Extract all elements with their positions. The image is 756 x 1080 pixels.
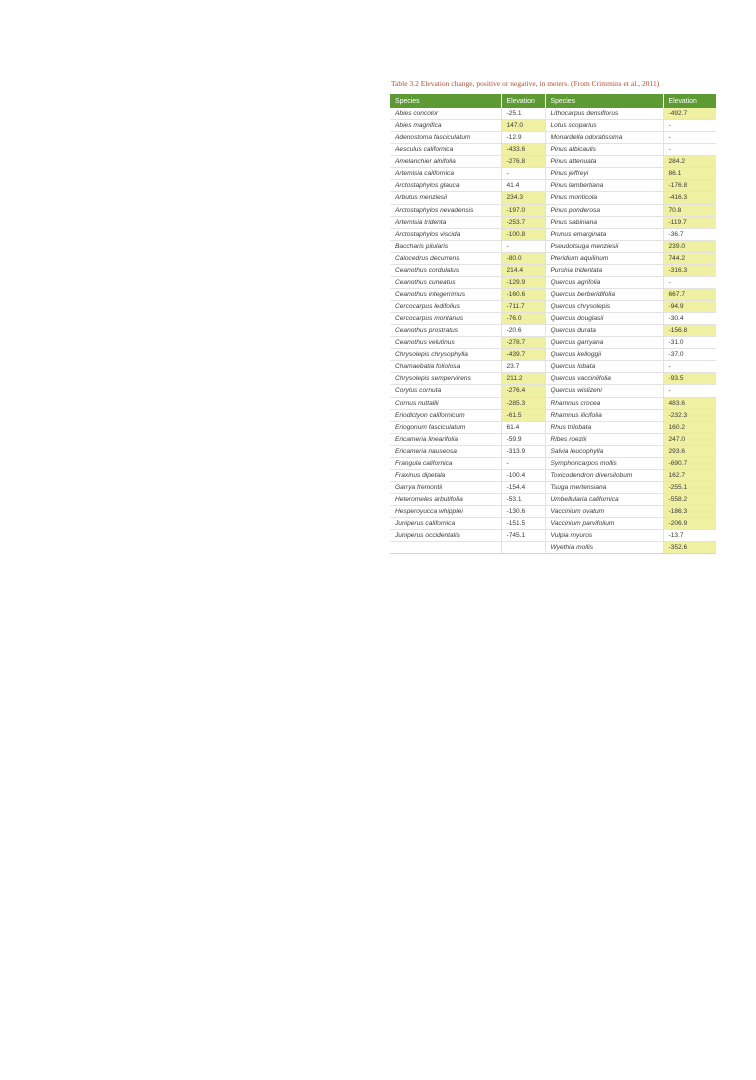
table-row [390, 325, 716, 337]
species-cell: Abies magnifica [390, 120, 501, 132]
table-row [390, 252, 716, 264]
species-cell: Rhus trilobata [545, 421, 663, 433]
species-cell: Juniperus occidentalis [390, 530, 501, 542]
species-cell: Toxicodendron diversilobum [545, 469, 663, 481]
species-cell: Pseudotsuga menziesii [545, 240, 663, 252]
table-row [390, 542, 716, 554]
table-row [390, 216, 716, 228]
species-cell: Eriodictyon californicum [390, 409, 501, 421]
elevation-cell: -151.5 [501, 518, 545, 530]
species-cell: Amelanchier alnifolia [390, 156, 501, 168]
elevation-cell: 239.0 [663, 240, 716, 252]
species-cell: Juniperus californica [390, 518, 501, 530]
species-cell: Arctostaphylos nevadensis [390, 204, 501, 216]
table-row [390, 481, 716, 493]
table-row [390, 240, 716, 252]
species-cell: Artemisia tridenta [390, 216, 501, 228]
elevation-cell: -80.0 [501, 252, 545, 264]
species-cell: Chamaebatia foliolosa [390, 361, 501, 373]
species-cell: Salvia leucophylla [545, 445, 663, 457]
table-row [390, 108, 716, 120]
species-cell: Quercus kelloggii [545, 349, 663, 361]
elevation-cell: -160.6 [501, 288, 545, 300]
elevation-cell: -36.7 [663, 228, 716, 240]
species-cell: Ericameria nauseosa [390, 445, 501, 457]
species-cell: Quercus chrysolepis [545, 301, 663, 313]
elevation-cell: -690.7 [663, 457, 716, 469]
species-cell: Prunus emarginata [545, 228, 663, 240]
elevation-cell: -253.7 [501, 216, 545, 228]
table-header-row [390, 94, 716, 108]
elevation-cell: -416.3 [663, 192, 716, 204]
species-cell: Calocedrus decurrens [390, 252, 501, 264]
species-cell: Fraxinus dipetala [390, 469, 501, 481]
elevation-cell: - [663, 120, 716, 132]
species-cell: Ceanothus cuneatus [390, 276, 501, 288]
elevation-cell: 70.8 [663, 204, 716, 216]
table-row [390, 120, 716, 132]
species-cell: Vulpia myuros [545, 530, 663, 542]
elevation-cell: -31.0 [663, 337, 716, 349]
header-elevation-2: Elevation [663, 94, 716, 108]
elevation-cell: -276.8 [501, 156, 545, 168]
species-cell: Pinus monticola [545, 192, 663, 204]
species-cell: Pinus albicaulis [545, 144, 663, 156]
table-row [390, 204, 716, 216]
elevation-cell: -206.9 [663, 518, 716, 530]
table-row [390, 457, 716, 469]
table-row [390, 276, 716, 288]
elevation-cell: -439.7 [501, 349, 545, 361]
table-row [390, 180, 716, 192]
table-body [390, 108, 716, 554]
elevation-cell: 744.2 [663, 252, 716, 264]
species-cell: Abies concolor [390, 108, 501, 120]
table-row [390, 264, 716, 276]
species-cell: Lotus scoparius [545, 120, 663, 132]
elevation-cell: - [663, 361, 716, 373]
elevation-cell: 247.0 [663, 433, 716, 445]
header-species-2: Species [545, 94, 663, 108]
species-cell: Frangula californica [390, 457, 501, 469]
species-cell: Symphoricarpos mollis [545, 457, 663, 469]
species-cell: Arctostaphylos viscida [390, 228, 501, 240]
elevation-cell: 86.1 [663, 168, 716, 180]
species-cell: Artemisia californica [390, 168, 501, 180]
elevation-cell: -492.7 [663, 108, 716, 120]
species-cell: Arctostaphylos glauca [390, 180, 501, 192]
species-cell [390, 542, 501, 554]
species-cell: Cercocarpus ledifolius [390, 301, 501, 313]
table-row [390, 494, 716, 506]
table-row [390, 168, 716, 180]
elevation-cell: -433.6 [501, 144, 545, 156]
elevation-cell: - [663, 385, 716, 397]
table-row [390, 156, 716, 168]
species-cell: Pinus sabiniana [545, 216, 663, 228]
table-row [390, 385, 716, 397]
elevation-cell [501, 542, 545, 554]
elevation-cell: - [501, 457, 545, 469]
species-cell: Pinus attenuata [545, 156, 663, 168]
elevation-cell: 211.2 [501, 373, 545, 385]
species-cell: Wyethia mollis [545, 542, 663, 554]
elevation-cell: 667.7 [663, 288, 716, 300]
species-cell: Heteromeles arbutifolia [390, 494, 501, 506]
elevation-cell: -176.8 [663, 180, 716, 192]
table-row [390, 361, 716, 373]
species-cell: Hesperoyucca whipplei [390, 506, 501, 518]
elevation-cell: -12.9 [501, 132, 545, 144]
elevation-cell: -37.0 [663, 349, 716, 361]
elevation-cell: -232.3 [663, 409, 716, 421]
table-row [390, 530, 716, 542]
table-row [390, 421, 716, 433]
elevation-cell: -316.3 [663, 264, 716, 276]
species-cell: Cornus nuttallii [390, 397, 501, 409]
species-cell: Ericameria linearifolia [390, 433, 501, 445]
species-cell: Ceanothus prostratus [390, 325, 501, 337]
table-row [390, 337, 716, 349]
table-row [390, 301, 716, 313]
species-cell: Arbutus menziesii [390, 192, 501, 204]
table-row [390, 409, 716, 421]
species-cell: Quercus wislizeni [545, 385, 663, 397]
elevation-cell: -59.9 [501, 433, 545, 445]
elevation-cell: 147.0 [501, 120, 545, 132]
table-row [390, 132, 716, 144]
elevation-table [390, 94, 716, 554]
species-cell: Quercus garryana [545, 337, 663, 349]
elevation-cell: -154.4 [501, 481, 545, 493]
species-cell: Garrya fremontii [390, 481, 501, 493]
header-species-1: Species [390, 94, 501, 108]
elevation-cell: -711.7 [501, 301, 545, 313]
species-cell: Pinus jeffreyi [545, 168, 663, 180]
elevation-cell: -100.4 [501, 469, 545, 481]
header-elevation-1: Elevation [501, 94, 545, 108]
species-cell: Baccharis pilularis [390, 240, 501, 252]
species-cell: Adenostoma fasciculatum [390, 132, 501, 144]
elevation-cell: 214.4 [501, 264, 545, 276]
species-cell: Aesculus californica [390, 144, 501, 156]
elevation-cell: 160.2 [663, 421, 716, 433]
elevation-cell: 284.2 [663, 156, 716, 168]
elevation-cell: - [663, 144, 716, 156]
species-cell: Ceanothus velutinus [390, 337, 501, 349]
elevation-cell: -313.9 [501, 445, 545, 457]
elevation-cell: -285.3 [501, 397, 545, 409]
elevation-cell: 483.6 [663, 397, 716, 409]
table-row [390, 192, 716, 204]
table-row [390, 506, 716, 518]
elevation-cell: -25.1 [501, 108, 545, 120]
elevation-cell: - [501, 240, 545, 252]
species-cell: Quercus douglasii [545, 313, 663, 325]
species-cell: Ceanothus cordulatus [390, 264, 501, 276]
species-cell: Rhamnus ilicifolia [545, 409, 663, 421]
species-cell: Pinus ponderosa [545, 204, 663, 216]
elevation-cell: -276.4 [501, 385, 545, 397]
elevation-cell: -278.7 [501, 337, 545, 349]
elevation-cell: - [501, 168, 545, 180]
table-row [390, 518, 716, 530]
table-row [390, 144, 716, 156]
elevation-cell: -156.8 [663, 325, 716, 337]
table-row [390, 469, 716, 481]
elevation-cell: -20.6 [501, 325, 545, 337]
species-cell: Pteridium aquilinum [545, 252, 663, 264]
elevation-cell: 234.3 [501, 192, 545, 204]
elevation-cell: -352.6 [663, 542, 716, 554]
species-cell: Quercus berberidifolia [545, 288, 663, 300]
elevation-cell: 61.4 [501, 421, 545, 433]
species-cell: Quercus vacciniifolia [545, 373, 663, 385]
species-cell: Pinus lambertiana [545, 180, 663, 192]
table-row [390, 373, 716, 385]
table-row [390, 288, 716, 300]
species-cell: Ceanothus integerrimus [390, 288, 501, 300]
elevation-cell: 162.7 [663, 469, 716, 481]
elevation-cell: -255.1 [663, 481, 716, 493]
elevation-cell: 41.4 [501, 180, 545, 192]
elevation-cell: -94.9 [663, 301, 716, 313]
species-cell: Eriogonum fasciculatum [390, 421, 501, 433]
elevation-cell: -53.1 [501, 494, 545, 506]
table-row [390, 445, 716, 457]
elevation-cell: - [663, 132, 716, 144]
species-cell: Cercocarpus montanus [390, 313, 501, 325]
elevation-cell: -130.6 [501, 506, 545, 518]
species-cell: Purshia tridentata [545, 264, 663, 276]
species-cell: Quercus durata [545, 325, 663, 337]
species-cell: Tsuga mertensiana [545, 481, 663, 493]
elevation-cell: -100.8 [501, 228, 545, 240]
elevation-cell: 293.6 [663, 445, 716, 457]
species-cell: Rhamnus crocea [545, 397, 663, 409]
species-cell: Umbellularia californica [545, 494, 663, 506]
elevation-cell: -30.4 [663, 313, 716, 325]
species-cell: Vaccinium ovatum [545, 506, 663, 518]
elevation-cell: -13.7 [663, 530, 716, 542]
table-row [390, 349, 716, 361]
species-cell: Quercus agrifolia [545, 276, 663, 288]
species-cell: Chrysolepis sempervirens [390, 373, 501, 385]
elevation-cell: -129.9 [501, 276, 545, 288]
species-cell: Lithocarpus densiflorus [545, 108, 663, 120]
species-cell: Quercus lobata [545, 361, 663, 373]
species-cell: Vaccinium parvifolium [545, 518, 663, 530]
elevation-cell: 23.7 [501, 361, 545, 373]
elevation-cell: -61.5 [501, 409, 545, 421]
elevation-cell: -558.2 [663, 494, 716, 506]
elevation-cell: -119.7 [663, 216, 716, 228]
elevation-cell: -186.3 [663, 506, 716, 518]
elevation-cell: -745.1 [501, 530, 545, 542]
table-row [390, 397, 716, 409]
table-row [390, 433, 716, 445]
species-cell: Monardella odoratissima [545, 132, 663, 144]
species-cell: Chrysolepis chrysophylla [390, 349, 501, 361]
species-cell: Corylus cornuta [390, 385, 501, 397]
elevation-cell: -76.0 [501, 313, 545, 325]
table-row [390, 313, 716, 325]
elevation-cell: -93.5 [663, 373, 716, 385]
table-row [390, 228, 716, 240]
table-caption: Table 3.2 Elevation change, positive or negative, in meters. (From Crimmins et al., 2011) [391, 79, 660, 88]
species-cell: Ribes roezlii [545, 433, 663, 445]
elevation-cell: - [663, 276, 716, 288]
elevation-cell: -197.0 [501, 204, 545, 216]
